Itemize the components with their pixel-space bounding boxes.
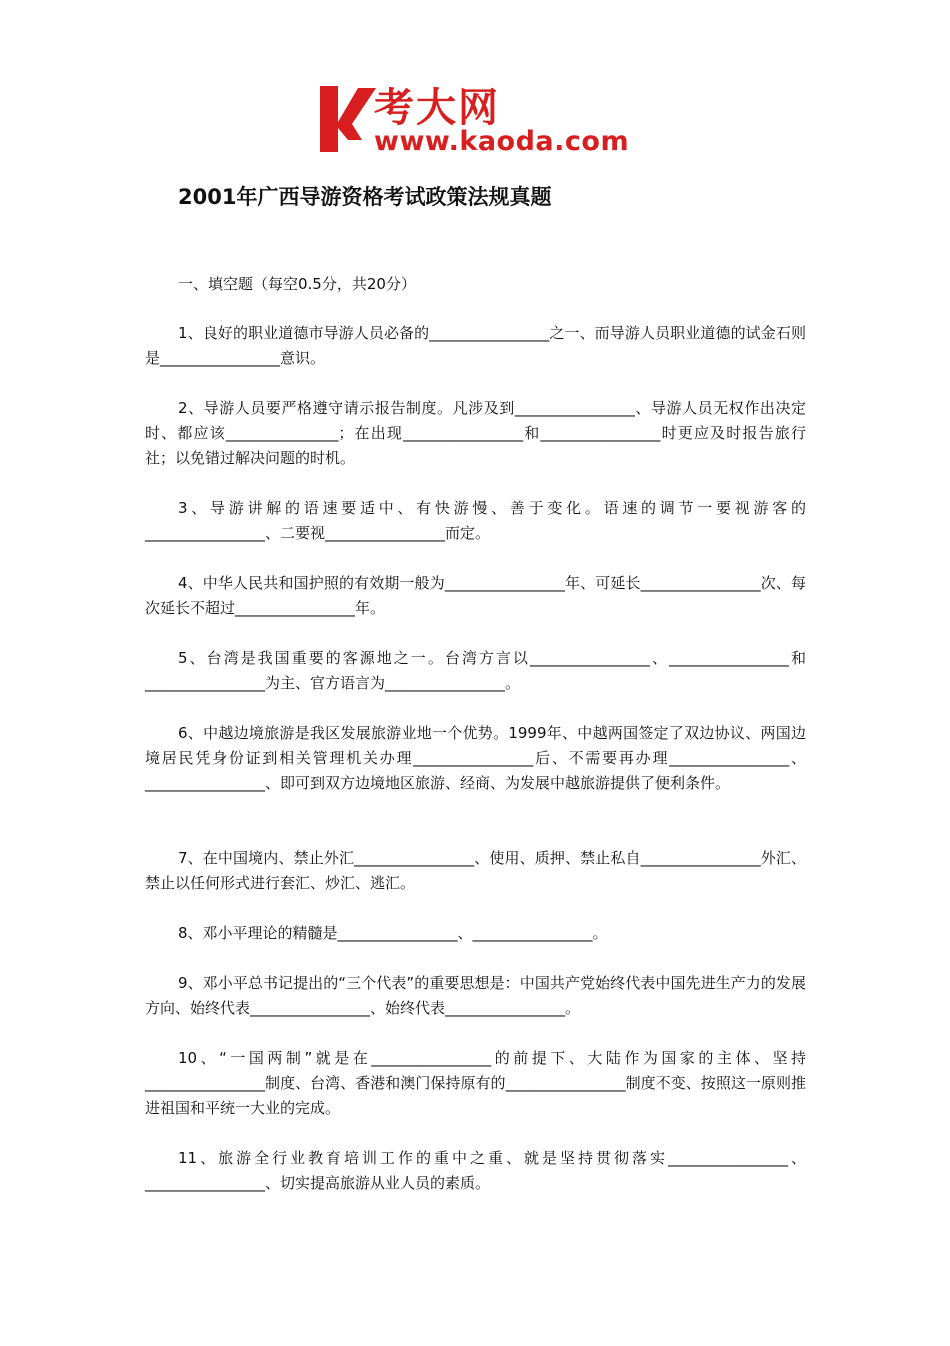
logo-brand-text: 考大网 (374, 85, 500, 131)
question-2: 2、导游人员要严格遵守请示报告制度。凡涉及到________________、导游人员无权作出决定时、都应该_______________；在出现________________和________________时更应及时报告旅行社；以免错过解决问题的时机。 (145, 399, 806, 467)
question-5: 5、台湾是我国重要的客源地之一。台湾方言以________________、________________和________________为主、官方语言为________________。 (145, 649, 806, 692)
question-3: 3、导游讲解的语速要适中、有快游慢、善于变化。语速的调节一要视游客的________________、二要视________________而定。 (145, 499, 806, 542)
question-6: 6、中越边境旅游是我区发展旅游业地一个优势。1999年、中越两国签定了双边协议、两国边境居民凭身份证到相关管理机关办理________________后、不需要再办理________________、________________、即可到双方边境地区旅游、经商、为发展中越旅游提供了便利条件。 (145, 724, 806, 792)
logo-url: www.kaoda.com (374, 126, 630, 157)
question-4: 4、中华人民共和国护照的有效期一般为________________年、可延长________________次、每次延长不超过________________年。 (145, 574, 806, 617)
question-11: 11、旅游全行业教育培训工作的重中之重、就是坚持贯彻落实________________、________________、切实提高旅游从业人员的素质。 (145, 1149, 806, 1192)
section-heading: 一、填空题（每空0.5分，共20分） (178, 275, 416, 293)
question-1: 1、良好的职业道德市导游人员必备的________________之一、而导游人员职业道德的试金石则是________________意识。 (145, 324, 806, 367)
logo-k-icon (318, 80, 378, 158)
kaoda-logo (318, 80, 638, 160)
page-title: 2001年广西导游资格考试政策法规真题 (178, 185, 552, 209)
question-9: 9、邓小平总书记提出的“三个代表”的重要思想是：中国共产党始终代表中国先进生产力的发展方向、始终代表________________、始终代表________________。 (145, 974, 806, 1017)
question-10: 10、“一国两制”就是在________________的前提下、大陆作为国家的主体、坚持________________制度、台湾、香港和澳门保持原有的________________制度不变、按照这一原则推进祖国和平统一大业的完成。 (145, 1049, 806, 1117)
question-7: 7、在中国境内、禁止外汇________________、使用、质押、禁止私自________________外汇、禁止以任何形式进行套汇、炒汇、逃汇。 (145, 849, 806, 892)
question-8: 8、邓小平理论的精髓是________________、________________。 (178, 924, 608, 942)
